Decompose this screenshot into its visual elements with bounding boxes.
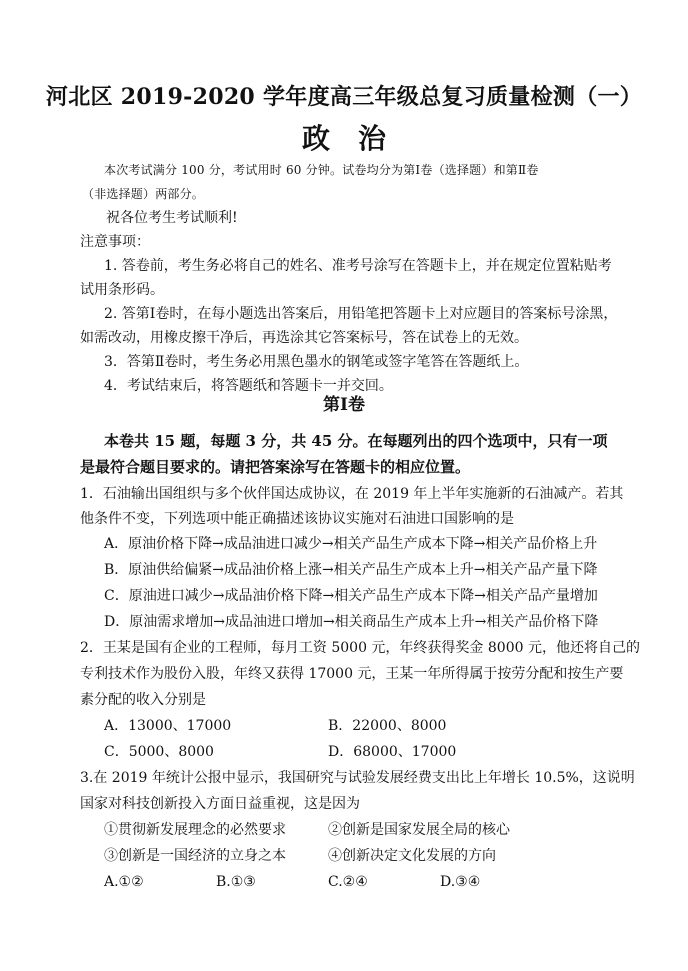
q1-stem-line-2: 他条件不变，下列选项中能正确描述该协议实施对石油进口国影响的是 (80, 511, 514, 527)
q1-option-b: B．原油供给偏紧→成品油价格上涨→相关产品生产成本上升→相关产品产量下降 (104, 562, 598, 578)
note-2-line-1: 2. 答第Ⅰ卷时，在每小题选出答案后，用铅笔把答题卡上对应题目的答案标号涂黑， (104, 306, 618, 322)
subject-title: 政 治 (301, 122, 386, 155)
q3-statement-3: ③创新是一国经济的立身之本 (104, 848, 286, 864)
q3-option-c: C.②④ (328, 874, 368, 890)
q2-option-a: A．13000、17000 (104, 718, 232, 734)
q2-stem-line-3: 素分配的收入分别是 (80, 692, 206, 708)
q1-stem-line-1: 1．石油输出国组织与多个伙伴国达成协议，在 2019 年上半年实施新的石油减产。若其 (80, 486, 624, 502)
section-title: 第Ⅰ卷 (323, 395, 365, 415)
q3-stem-line-2: 国家对科技创新投入方面日益重视，这是因为 (80, 796, 360, 812)
q1-option-c: C．原油进口减少→成品油价格下降→相关产品生产成本下降→相关产品产量增加 (104, 588, 598, 604)
q2-option-c: C．5000、8000 (104, 744, 214, 760)
section-desc-line-1: 本卷共 15 题，每题 3 分，共 45 分。在每题列出的四个选项中，只有一项 (104, 432, 608, 450)
note-4: 4．考试结束后，将答题纸和答题卡一并交回。 (104, 378, 393, 394)
q3-option-a: A.①② (104, 874, 144, 890)
q2-option-d: D．68000、17000 (328, 744, 457, 760)
section-desc-line-2: 是最符合题目要求的。请把答案涂写在答题卡的相应位置。 (80, 458, 471, 476)
wish-text: 祝各位考生考试顺利! (106, 210, 238, 226)
notes-heading: 注意事项： (80, 234, 150, 250)
q3-statement-2: ②创新是国家发展全局的核心 (328, 822, 510, 838)
q3-option-b: B.①③ (216, 874, 256, 890)
q1-option-d: D．原油需求增加→成品油进口增加→相关商品生产成本上升→相关产品价格下降 (104, 614, 599, 630)
q1-option-a: A．原油价格下降→成品油进口减少→相关产品生产成本下降→相关产品价格上升 (104, 536, 598, 552)
q2-option-b: B．22000、8000 (328, 718, 447, 734)
note-3: 3．答第Ⅱ卷时，考生务必用黑色墨水的钢笔或签字笔答在答题纸上。 (104, 354, 529, 370)
note-1-line-1: 1. 答卷前，考生务必将自己的姓名、准考号涂写在答题卡上，并在规定位置粘贴考 (104, 258, 612, 274)
q3-statement-4: ④创新决定文化发展的方向 (328, 848, 496, 864)
intro-line-2: （非选择题）两部分。 (82, 187, 205, 201)
q3-statement-1: ①贯彻新发展理念的必然要求 (104, 822, 286, 838)
q3-stem-line-1: 3.在 2019 年统计公报中显示，我国研究与试验发展经费支出比上年增长 10.5%，这说明 (80, 770, 635, 786)
q3-option-d: D.③④ (440, 874, 481, 890)
q2-stem-line-1: 2．王某是国有企业的工程师，每月工资 5000 元，年终获得奖金 8000 元，他还将自己的 (80, 640, 640, 656)
note-1-line-2: 试用条形码。 (80, 282, 164, 298)
q2-stem-line-2: 专利技术作为股份入股，年终又获得 17000 元，王某一年所得属于按劳分配和按生产要 (80, 666, 624, 682)
exam-title: 河北区 2019-2020 学年度高三年级总复习质量检测（一） (45, 84, 643, 110)
intro-line-1: 本次考试满分 100 分，考试用时 60 分钟。试卷均分为第Ⅰ卷（选择题）和第Ⅱ卷 (104, 163, 539, 177)
note-2-line-2: 如需改动，用橡皮擦干净后，再选涂其它答案标号，答在试卷上的无效。 (80, 330, 528, 346)
